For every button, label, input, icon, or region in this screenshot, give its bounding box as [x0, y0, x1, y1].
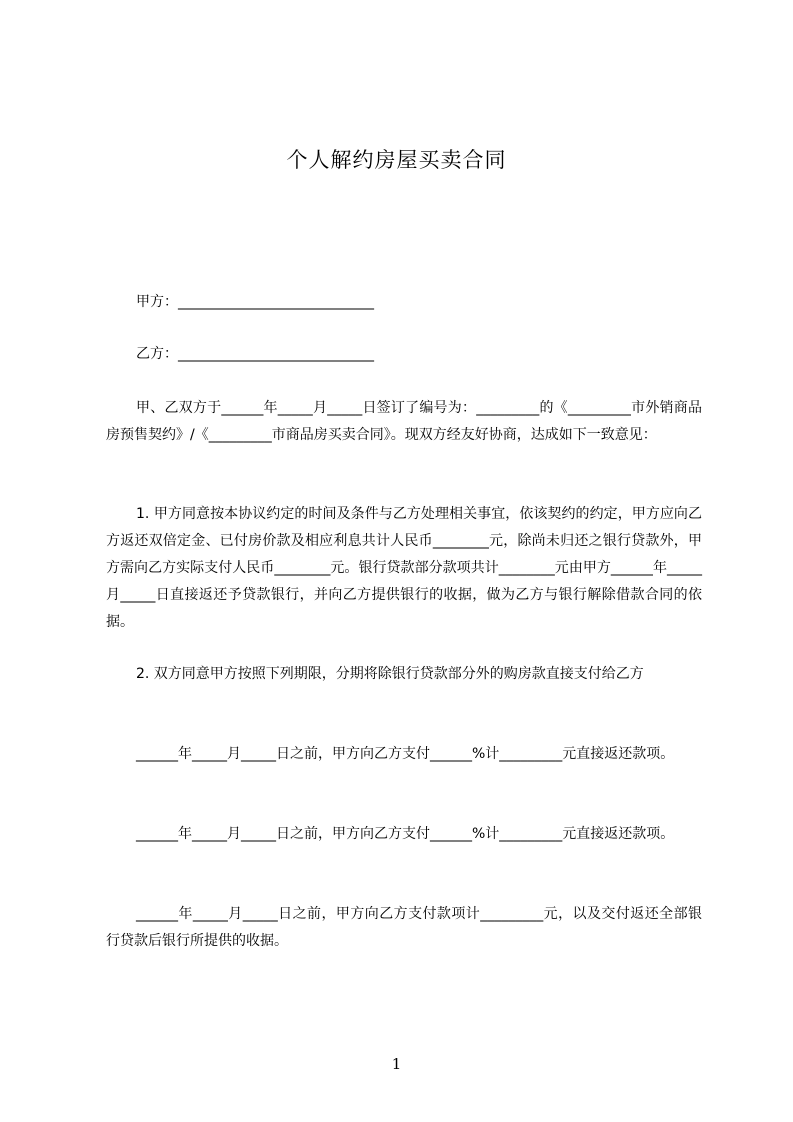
intro-paragraph: 甲、乙双方于______年_____月_____日签订了编号为：_________的《_________市外销商品房预售契约》/《_________市商品房买卖合同》。现双方经友好协商，达成如下一致意见：	[106, 400, 702, 443]
page-number: 1	[391, 1055, 402, 1073]
document-title: 个人解约房屋买卖合同	[286, 148, 507, 172]
clause-1-paragraph: 1. 甲方同意按本协议约定的时间及条件与乙方处理相关事宜，依该契约的约定，甲方应向乙方返还双倍定金、已付房价款及相应利息共计人民币________元，除尚未归还之银行贷款外，甲方需向乙方实际支付人民币________元。银行贷款部分款项共计________元由甲方______年_____月_____日直接返还予贷款银行，并向乙方提供银行的收据，做为乙方与银行解除借款合同的依据。	[106, 506, 702, 630]
installment-3-paragraph: ______年_____月_____日之前，甲方向乙方支付款项计_________元，以及交付返还全部银行贷款后银行所提供的收据。	[106, 906, 702, 949]
installment-2-paragraph: ______年_____月_____日之前，甲方向乙方支付______%计_________元直接返还款项。	[136, 826, 675, 842]
party-a-line: 甲方：____________________________	[136, 294, 374, 310]
installment-1-paragraph: ______年_____月_____日之前，甲方向乙方支付______%计_________元直接返还款项。	[136, 746, 675, 762]
clause-2-paragraph: 2. 双方同意甲方按照下列期限，分期将除银行贷款部分外的购房款直接支付给乙方	[136, 666, 644, 682]
party-b-line: 乙方：____________________________	[136, 346, 374, 362]
